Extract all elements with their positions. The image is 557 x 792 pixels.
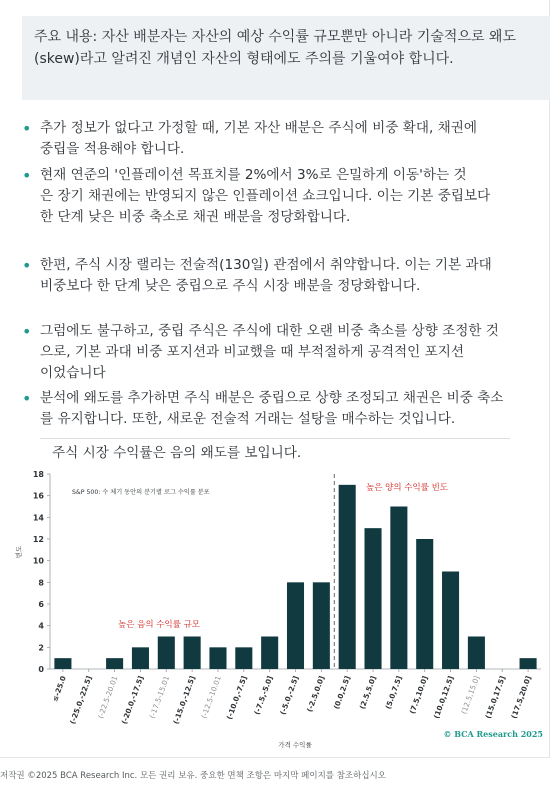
bullet-line: 으로, 기본 과대 비중 포지션과 비교했을 때 부적절하게 공격적인 포지션: [40, 344, 465, 360]
histogram-bar: [235, 647, 252, 669]
chart-bars: [54, 485, 536, 669]
histogram-bar: [209, 647, 226, 669]
y-tick-label: 10: [32, 556, 44, 566]
x-tick-label: (0.0,2.5]: [331, 674, 353, 711]
x-tick-label: (-17.5-15.01: [147, 674, 172, 720]
y-tick-label: 16: [32, 491, 44, 501]
y-tick-label: 8: [38, 578, 44, 588]
x-tick-label: (-20.0,-17.5]: [119, 674, 146, 726]
y-tick-label: 4: [38, 621, 44, 631]
bullet-item: [22, 165, 532, 228]
y-tick-label: 18: [32, 470, 44, 479]
histogram-bar: [364, 528, 381, 669]
histogram-bar: [158, 637, 175, 670]
bullet-line: 그럼에도 불구하고, 중립 주식은 주식에 대한 오랜 비중 축소를 상향 조정한 것: [40, 323, 499, 339]
bullet-dot: •: [22, 166, 32, 185]
x-tick-label: (-2.5,0.0]: [304, 674, 327, 714]
x-tick-label: (-25.0,-22.5]: [67, 674, 94, 726]
histogram-bar: [106, 658, 123, 669]
bullet-line: 추가 정보가 없다고 가정할 때, 기본 자산 배분은 주식에 비중 확대, 채권에: [40, 120, 477, 136]
y-tick-label: 14: [32, 513, 44, 523]
x-tick-label: ≤-25.0: [50, 674, 68, 703]
annotation-negative: 높은 음의 수익률 규모: [118, 620, 201, 630]
y-axis-title: 빈도: [15, 545, 23, 559]
histogram-bar: [468, 637, 485, 670]
histogram-bar: [390, 507, 407, 670]
bullet-line: 은 장기 채권에는 반영되지 않은 인플레이션 쇼크입니다. 이는 기본 중립보다: [40, 188, 491, 204]
x-tick-label: (12.5,15.0]: [459, 674, 482, 716]
histogram-bar: [261, 637, 278, 670]
histogram-bar: [416, 539, 433, 669]
x-tick-label: (17.5,20.0]: [509, 674, 533, 720]
copyright-footer: 저작권 ©2025 BCA Research Inc. 모든 권리 보유. 중요한 면책 조항은 마지막 페이지를 참조하십시오: [0, 771, 386, 781]
histogram-bar: [339, 485, 356, 669]
bullet-line: 중립을 적용해야 합니다.: [40, 141, 185, 157]
y-tick-label: 0: [38, 665, 44, 674]
y-tick-label: 2: [38, 643, 44, 653]
chart-subtitle: S&P 500: 수 체기 동안의 분기별 로그 수익률 분포: [72, 489, 210, 496]
bullet-dot: •: [22, 322, 32, 341]
bullet-item: [22, 321, 532, 384]
histogram-bar: [313, 582, 330, 669]
chart-title: 주식 시장 수익률은 음의 왜도를 보입니다.: [52, 445, 302, 461]
x-tick-label: (-15.0,-12.5]: [171, 674, 198, 726]
bullet-line: 비중보다 한 단계 낮은 중립으로 주식 시장 배분을 정당화합니다.: [40, 278, 421, 294]
bullet-item: [22, 388, 532, 430]
histogram-bar: [520, 658, 537, 669]
histogram-bar: [184, 637, 201, 670]
y-tick-label: 12: [32, 535, 44, 544]
x-tick-label: (10.0,12.5]: [431, 674, 456, 720]
x-tick-label: (-12.5-10.01: [199, 674, 223, 720]
summary-text: 주요 내용: 자산 배분자는 자산의 예상 수익률 규모뿐만 아니라 기술적으로 왜도(skew)라고 알려진 개념인 자산의 형태에도 주의를 기울여야 합니다.: [34, 29, 516, 67]
histogram-chart: [0, 460, 557, 758]
x-tick-label: (-22.5-20.01: [95, 674, 120, 720]
y-tick-label: 6: [38, 600, 44, 609]
histogram-bar: [132, 647, 149, 669]
x-axis-title: 가격 수익률: [278, 741, 312, 749]
bullet-item: [22, 118, 532, 160]
x-tick-label: (-10.0,-7.5]: [224, 674, 249, 721]
histogram-bar: [287, 582, 304, 669]
bullet-line: 를 유지합니다. 또한, 새로운 전술적 거래는 설탕을 매수하는 것입니다.: [40, 411, 456, 427]
x-tick-label: (-5.0,-2.5]: [277, 674, 301, 716]
x-tick-label: (7.5,10.0]: [407, 674, 430, 716]
chart-source: © BCA Research 2025: [443, 729, 543, 739]
bullet-item: [22, 255, 532, 297]
bullet-dot: •: [22, 256, 32, 275]
bullet-line: 한편, 주식 시장 랠리는 전술적(130일) 관점에서 취약합니다. 이는 기본 과대: [40, 257, 492, 273]
annotation-positive: 높은 양의 수익률 빈도: [366, 483, 449, 493]
histogram-bar: [442, 572, 459, 670]
bullet-line: 이었습니다: [40, 365, 106, 381]
bullet-line: 분석에 왜도를 추가하면 주식 배분은 중립으로 상향 조정되고 채권은 비중 축소: [40, 390, 504, 406]
bullet-line: 한 단계 낮은 비중 축소로 채권 배분을 정당화합니다.: [40, 209, 351, 225]
bullet-dot: •: [22, 389, 32, 408]
x-tick-label: (5.0,7.5]: [383, 674, 404, 711]
summary-box: [22, 16, 550, 100]
bullet-dot: •: [22, 119, 32, 138]
x-tick-label: (-7.5,-5.0]: [252, 674, 275, 716]
x-tick-label: (15.0,17.5]: [483, 674, 508, 720]
bullet-line: 현재 연준의 '인플레이션 목표치를 2%에서 3%로 은밀하게 이동'하는 것: [40, 167, 467, 183]
chart-title-rule: [40, 438, 510, 439]
histogram-bar: [54, 658, 71, 669]
x-tick-label: (2.5,5.0]: [357, 674, 378, 711]
